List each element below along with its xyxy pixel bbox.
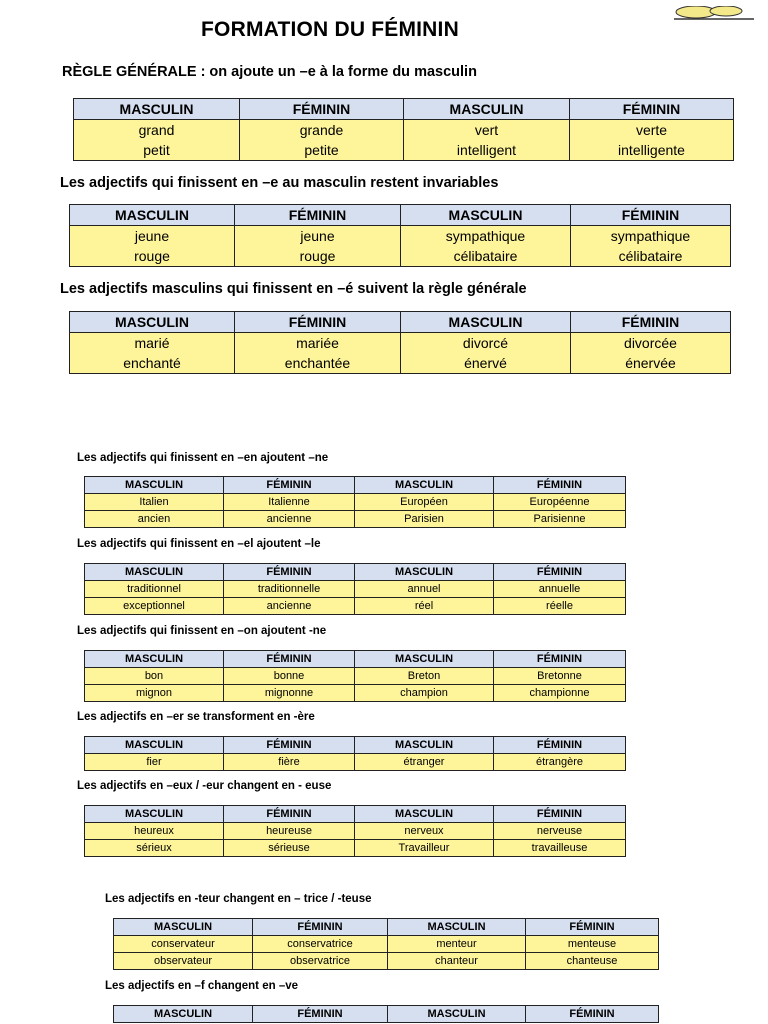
table-cell: championne [494,685,626,702]
table-row [74,140,734,161]
table-cell: Européenne [494,494,626,511]
column-header: MASCULIN [401,205,571,226]
table-cell: chanteur [388,953,526,970]
table-cell: conservateur [114,936,253,953]
table-cell: Italien [85,494,224,511]
column-header: MASCULIN [85,806,224,823]
column-header: FÉMININ [240,99,404,120]
table-cell: vert [404,120,570,141]
section-heading: Les adjectifs en –f changent en –ve [105,980,299,992]
column-header: MASCULIN [114,1006,253,1023]
table-cell: ancien [85,511,224,528]
table-cell: Européen [355,494,494,511]
table-cell: célibataire [571,246,731,267]
table-row [114,936,659,953]
column-header: MASCULIN [85,651,224,668]
column-header: MASCULIN [355,737,494,754]
column-header: FÉMININ [494,806,626,823]
table-cell: travailleuse [494,840,626,857]
table-cell: bon [85,668,224,685]
table-cell: Bretonne [494,668,626,685]
table-cell: énervé [401,353,571,374]
table-cell: heureuse [224,823,355,840]
column-header: MASCULIN [85,564,224,581]
table-row [85,685,626,702]
table-row [85,754,626,771]
table-cell: fière [224,754,355,771]
column-header: MASCULIN [404,99,570,120]
table-cell: divorcée [571,333,731,354]
table-cell: ancienne [224,511,355,528]
table-cell: sympathique [401,226,571,247]
column-header: FÉMININ [235,205,401,226]
table-cell: grand [74,120,240,141]
section-heading: Les adjectifs masculins qui finissent en –é suivent la règle générale [60,281,527,297]
table-cell: réelle [494,598,626,615]
table-cell: traditionnel [85,581,224,598]
table-cell: fier [85,754,224,771]
section-heading: RÈGLE GÉNÉRALE : on ajoute un –e à la forme du masculin [62,64,477,80]
table-cell: menteur [388,936,526,953]
section-heading: Les adjectifs qui finissent en –en ajoutent –ne [77,452,329,464]
table-cell: sérieuse [224,840,355,857]
table-cell: ancienne [224,598,355,615]
table-cell: heureux [85,823,224,840]
adjective-table [84,736,626,771]
table-row [70,333,731,354]
table-cell: Breton [355,668,494,685]
table-cell: enchantée [235,353,401,374]
table-row [85,581,626,598]
column-header: FÉMININ [224,737,355,754]
adjective-table [84,563,626,615]
column-header: FÉMININ [494,651,626,668]
table-cell: annuelle [494,581,626,598]
column-header: FÉMININ [224,564,355,581]
adjective-table [69,311,731,374]
column-header: FÉMININ [235,312,401,333]
table-cell: mariée [235,333,401,354]
adjective-table [84,650,626,702]
table-cell: traditionnelle [224,581,355,598]
table-cell: sympathique [571,226,731,247]
table-cell: jeune [70,226,235,247]
table-cell: exceptionnel [85,598,224,615]
table-cell: nerveux [355,823,494,840]
column-header: FÉMININ [253,919,388,936]
adjective-table [84,805,626,857]
column-header: MASCULIN [355,477,494,494]
section-heading: Les adjectifs en –eux / -eur changent en - euse [77,780,332,792]
column-header: FÉMININ [570,99,734,120]
table-cell: mignon [85,685,224,702]
table-cell: menteuse [526,936,659,953]
table-cell: divorcé [401,333,571,354]
table-cell: célibataire [401,246,571,267]
adjective-table [113,918,659,970]
section-heading: Les adjectifs qui finissent en –el ajoutent –le [77,538,321,550]
table-cell: sérieux [85,840,224,857]
table-cell: chanteuse [526,953,659,970]
column-header: MASCULIN [388,919,526,936]
table-row [114,953,659,970]
table-cell: conservatrice [253,936,388,953]
table-cell: Travailleur [355,840,494,857]
column-header: FÉMININ [571,205,731,226]
adjective-table [69,204,731,267]
table-cell: nerveuse [494,823,626,840]
table-cell: rouge [235,246,401,267]
table-cell: Parisien [355,511,494,528]
table-cell: verte [570,120,734,141]
column-header: FÉMININ [494,737,626,754]
column-header: MASCULIN [74,99,240,120]
section-heading: Les adjectifs qui finissent en –on ajoutent -ne [77,625,327,637]
column-header: MASCULIN [85,737,224,754]
table-cell: enchanté [70,353,235,374]
table-cell: étranger [355,754,494,771]
table-cell: grande [240,120,404,141]
column-header: FÉMININ [494,477,626,494]
adjective-table [84,476,626,528]
table-row [85,494,626,511]
table-row [85,598,626,615]
table-row [85,511,626,528]
table-cell: Parisienne [494,511,626,528]
table-cell: petite [240,140,404,161]
table-row [70,246,731,267]
section-heading: Les adjectifs en –er se transforment en -ère [77,711,315,723]
table-cell: énervée [571,353,731,374]
table-cell: annuel [355,581,494,598]
column-header: MASCULIN [70,205,235,226]
column-header: MASCULIN [355,564,494,581]
table-cell: réel [355,598,494,615]
table-cell: observateur [114,953,253,970]
table-cell: bonne [224,668,355,685]
table-cell: étrangère [494,754,626,771]
column-header: FÉMININ [253,1006,388,1023]
table-row [70,226,731,247]
column-header: FÉMININ [224,477,355,494]
table-row [85,668,626,685]
table-cell: marié [70,333,235,354]
section-heading: Les adjectifs qui finissent en –e au masculin restent invariables [60,175,499,191]
column-header: FÉMININ [494,564,626,581]
table-cell: mignonne [224,685,355,702]
table-row [70,353,731,374]
adjective-table [113,1005,659,1023]
column-header: FÉMININ [224,651,355,668]
section-heading: Les adjectifs en -teur changent en – trice / -teuse [105,893,372,905]
table-cell: champion [355,685,494,702]
table-cell: petit [74,140,240,161]
table-row [85,840,626,857]
column-header: MASCULIN [114,919,253,936]
table-cell: rouge [70,246,235,267]
table-cell: jeune [235,226,401,247]
column-header: FÉMININ [526,919,659,936]
column-header: FÉMININ [224,806,355,823]
column-header: MASCULIN [355,651,494,668]
table-cell: observatrice [253,953,388,970]
table-cell: intelligent [404,140,570,161]
column-header: FÉMININ [571,312,731,333]
table-cell: intelligente [570,140,734,161]
corner-decoration-icon [674,6,754,20]
column-header: MASCULIN [85,477,224,494]
table-row [74,120,734,141]
column-header: FÉMININ [526,1006,659,1023]
column-header: MASCULIN [388,1006,526,1023]
adjective-table [73,98,734,161]
page-title: FORMATION DU FÉMININ [201,18,459,41]
column-header: MASCULIN [401,312,571,333]
table-cell: Italienne [224,494,355,511]
column-header: MASCULIN [355,806,494,823]
column-header: MASCULIN [70,312,235,333]
table-row [85,823,626,840]
